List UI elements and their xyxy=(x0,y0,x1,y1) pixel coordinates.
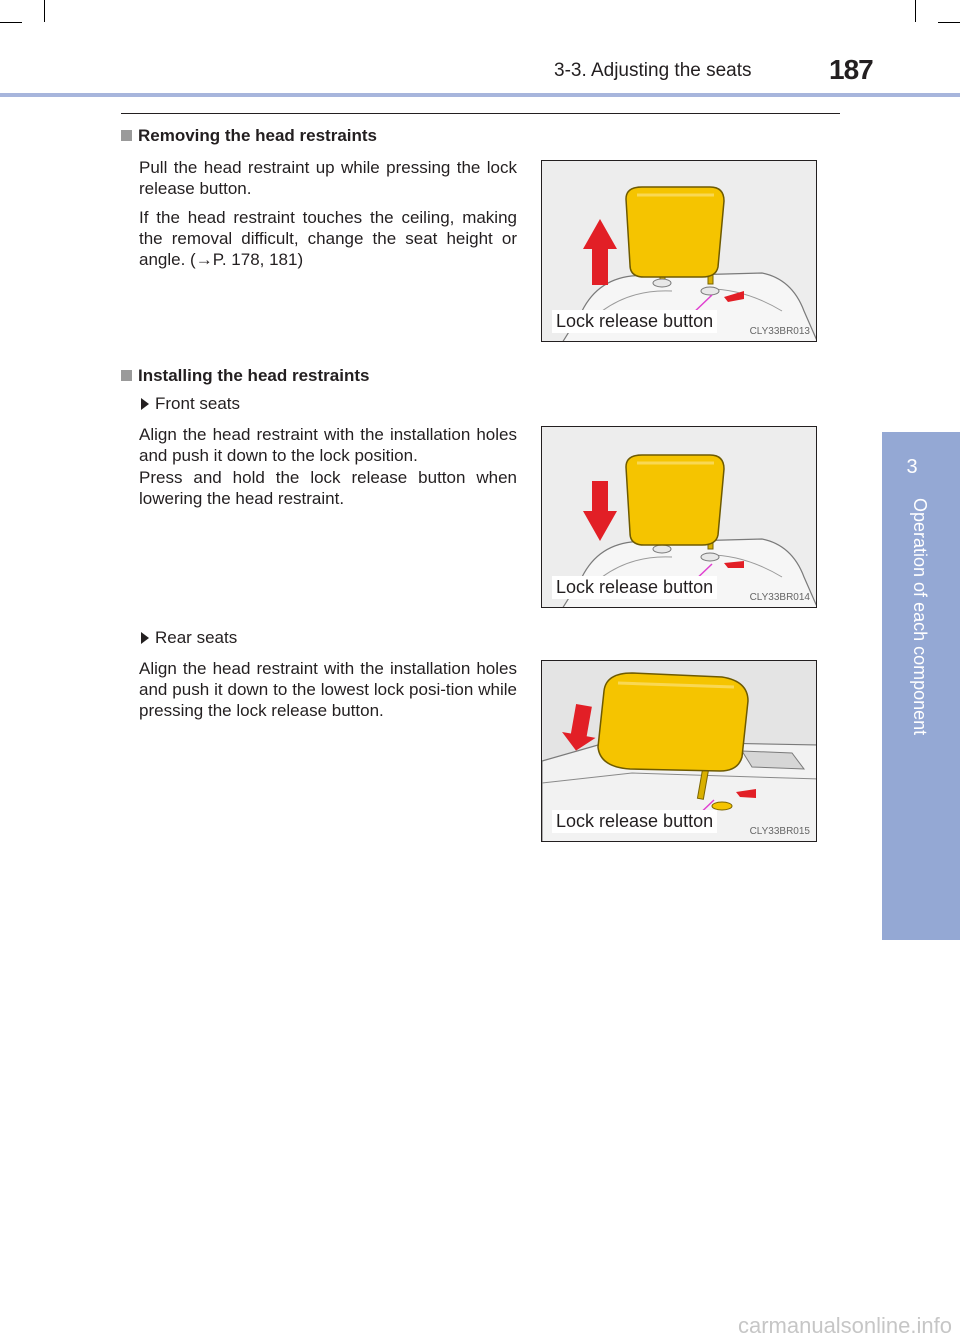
figure-front-seats xyxy=(541,426,817,608)
section-title: 3-3. Adjusting the seats xyxy=(554,60,752,81)
divider xyxy=(121,113,840,114)
subheading-front-seats xyxy=(139,394,240,414)
front-paragraph-2: Press and hold the lock release button when lowering the head restraint. xyxy=(139,468,517,508)
chapter-number: 3 xyxy=(906,456,918,478)
heading-installing xyxy=(121,366,369,386)
rear-seats-label: Rear seats xyxy=(155,628,238,647)
triangle-bullet-icon xyxy=(141,398,149,410)
front-paragraph-1: Align the head restraint with the installation holes and push it down to the lock position. xyxy=(139,425,517,465)
page-number: 187 xyxy=(829,54,873,85)
triangle-bullet-icon xyxy=(141,632,149,644)
square-bullet-icon xyxy=(121,370,132,381)
heading-installing-text: Installing the head restraints xyxy=(138,366,370,385)
front-seats-label: Front seats xyxy=(155,394,241,413)
figure-code: CLY33BR013 xyxy=(749,326,810,337)
heading-removing-text: Removing the head restraints xyxy=(138,126,378,145)
crop-mark xyxy=(44,0,45,22)
heading-removing xyxy=(121,126,377,146)
chapter-title-wrap xyxy=(912,498,942,938)
figure-label: Lock release button xyxy=(552,576,717,599)
chapter-title: Operation of each component xyxy=(910,498,930,736)
figure-code: CLY33BR014 xyxy=(749,592,810,603)
figure-label: Lock release button xyxy=(552,810,717,833)
crop-mark xyxy=(915,0,916,22)
removing-paragraph-1: Pull the head restraint up while pressing the lock release button. xyxy=(139,158,517,198)
watermark: carmanualsonline.info xyxy=(737,1313,952,1338)
crop-mark xyxy=(0,22,22,23)
subheading-rear-seats xyxy=(139,628,237,648)
figure-rear-seats xyxy=(541,660,817,842)
chapter-tab xyxy=(882,432,960,940)
figure-label: Lock release button xyxy=(552,310,717,333)
removing-paragraph-2: If the head restraint touches the ceiling, making the removal difficult, change the seat height or angle. (→P. 178, 181) xyxy=(139,208,517,269)
figure-removing xyxy=(541,160,817,342)
rear-paragraph-1: Align the head restraint with the installation holes and push it down to the lowest lock posi-tion while pressing the lock release button. xyxy=(139,659,517,720)
figure-code: CLY33BR015 xyxy=(749,826,810,837)
crop-mark xyxy=(938,22,960,23)
square-bullet-icon xyxy=(121,130,132,141)
header-bar xyxy=(0,93,960,97)
